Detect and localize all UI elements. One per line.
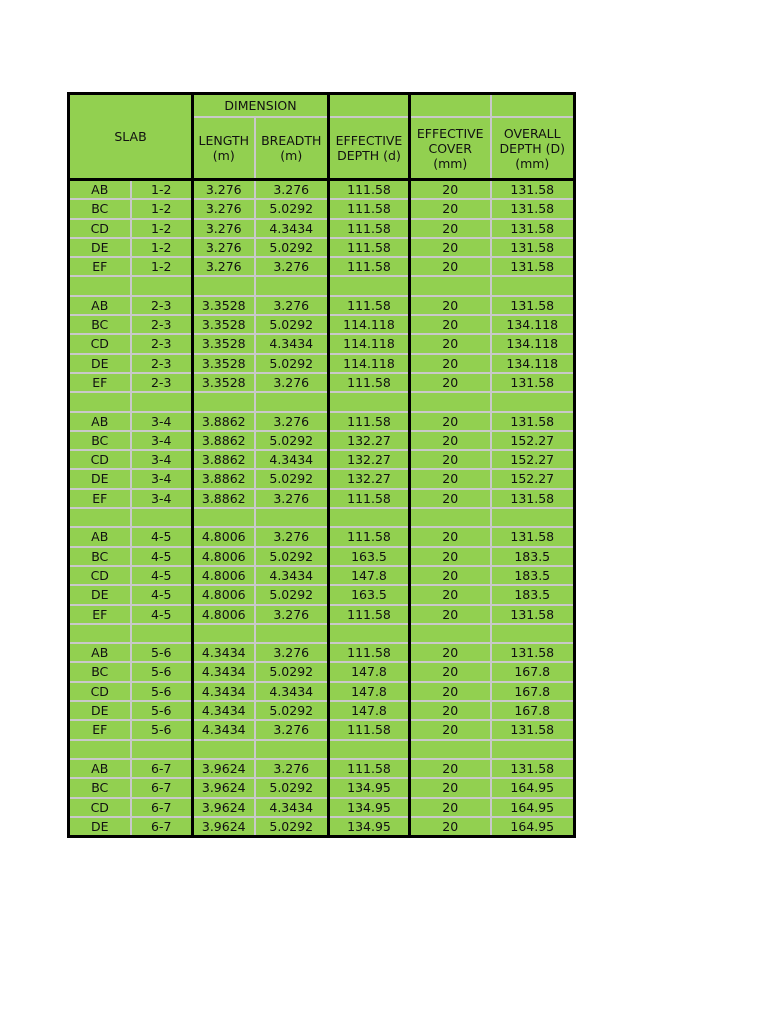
slab-id-cell: DE <box>69 817 131 837</box>
table-body <box>69 180 575 837</box>
table-row <box>69 199 575 218</box>
length-header: LENGTH (m) <box>193 117 255 180</box>
table-row <box>69 701 575 720</box>
overall-depth-cell: 131.58 <box>491 759 575 778</box>
overall-depth-cell: 131.58 <box>491 219 575 238</box>
overall-depth-cell: 131.58 <box>491 238 575 257</box>
length-cell: 3.3528 <box>193 354 255 373</box>
slab-id-cell: CD <box>69 334 131 353</box>
separator-row <box>69 740 575 759</box>
effective-depth-cell: 114.118 <box>329 315 410 334</box>
span-cell: 4-5 <box>131 527 193 546</box>
span-cell: 6-7 <box>131 798 193 817</box>
table-row <box>69 682 575 701</box>
slab-id-cell: DE <box>69 701 131 720</box>
empty-cell <box>131 276 193 295</box>
table-row <box>69 373 575 392</box>
length-cell: 3.3528 <box>193 296 255 315</box>
effective-depth-cell: 111.58 <box>329 238 410 257</box>
empty-cell <box>491 624 575 643</box>
overall-depth-cell: 183.5 <box>491 585 575 604</box>
breadth-cell: 4.3434 <box>255 566 329 585</box>
length-cell: 4.8006 <box>193 585 255 604</box>
empty-cell <box>491 276 575 295</box>
table-row <box>69 238 575 257</box>
empty-cell <box>193 508 255 527</box>
span-cell: 2-3 <box>131 354 193 373</box>
length-cell: 4.8006 <box>193 605 255 624</box>
slab-id-cell: EF <box>69 489 131 508</box>
breadth-cell: 5.0292 <box>255 662 329 681</box>
table-row <box>69 778 575 797</box>
effective-cover-cell: 20 <box>410 547 491 566</box>
effective-depth-cell: 111.58 <box>329 257 410 276</box>
table-row <box>69 489 575 508</box>
empty-cell <box>255 740 329 759</box>
length-cell: 4.3434 <box>193 662 255 681</box>
overall-depth-cell: 131.58 <box>491 180 575 200</box>
span-cell: 1-2 <box>131 219 193 238</box>
empty-cell <box>410 508 491 527</box>
length-cell: 3.276 <box>193 180 255 200</box>
effective-cover-cell: 20 <box>410 605 491 624</box>
effective-depth-cell: 111.58 <box>329 489 410 508</box>
table-row <box>69 759 575 778</box>
slab-dimension-table <box>67 92 576 838</box>
overall-depth-cell: 131.58 <box>491 373 575 392</box>
span-cell: 3-4 <box>131 450 193 469</box>
breadth-cell: 5.0292 <box>255 354 329 373</box>
effective-depth-cell: 111.58 <box>329 180 410 200</box>
effective-depth-cell: 111.58 <box>329 527 410 546</box>
effective-depth-cell: 114.118 <box>329 354 410 373</box>
overall-depth-cell: 167.8 <box>491 662 575 681</box>
effective-cover-cell: 20 <box>410 469 491 488</box>
breadth-cell: 5.0292 <box>255 315 329 334</box>
slab-id-cell: EF <box>69 373 131 392</box>
span-cell: 1-2 <box>131 257 193 276</box>
overall-depth-cell: 152.27 <box>491 450 575 469</box>
header-row-1 <box>69 94 575 118</box>
effective-cover-cell: 20 <box>410 643 491 662</box>
length-cell: 4.3434 <box>193 701 255 720</box>
empty-cell <box>329 624 410 643</box>
slab-id-cell: AB <box>69 180 131 200</box>
slab-id-cell: DE <box>69 585 131 604</box>
effective-depth-cell: 111.58 <box>329 296 410 315</box>
table-row <box>69 720 575 739</box>
empty-cell <box>410 276 491 295</box>
breadth-cell: 5.0292 <box>255 238 329 257</box>
breadth-cell: 4.3434 <box>255 798 329 817</box>
table-row <box>69 180 575 200</box>
length-cell: 3.8862 <box>193 489 255 508</box>
empty-cell <box>491 740 575 759</box>
separator-row <box>69 508 575 527</box>
span-cell: 5-6 <box>131 643 193 662</box>
breadth-cell: 4.3434 <box>255 682 329 701</box>
empty-cell <box>329 392 410 411</box>
effective-depth-cell: 111.58 <box>329 373 410 392</box>
slab-id-cell: CD <box>69 219 131 238</box>
breadth-cell: 3.276 <box>255 527 329 546</box>
empty-cell <box>410 392 491 411</box>
breadth-cell: 3.276 <box>255 759 329 778</box>
overall-depth-cell: 164.95 <box>491 817 575 837</box>
overall-depth-cell: 134.118 <box>491 334 575 353</box>
effective-depth-cell: 134.95 <box>329 798 410 817</box>
overall-depth-cell: 164.95 <box>491 798 575 817</box>
effective-depth-cell: 147.8 <box>329 682 410 701</box>
slab-id-cell: EF <box>69 605 131 624</box>
overall-depth-cell: 131.58 <box>491 527 575 546</box>
breadth-cell: 5.0292 <box>255 778 329 797</box>
table-row <box>69 469 575 488</box>
slab-id-cell: AB <box>69 412 131 431</box>
table-row <box>69 527 575 546</box>
overall-depth-cell: 134.118 <box>491 315 575 334</box>
breadth-cell: 5.0292 <box>255 817 329 837</box>
length-cell: 3.276 <box>193 199 255 218</box>
effective-depth-cell: 111.58 <box>329 759 410 778</box>
slab-id-cell: DE <box>69 469 131 488</box>
effective-cover-cell: 20 <box>410 412 491 431</box>
empty-cell <box>491 508 575 527</box>
slab-id-cell: BC <box>69 431 131 450</box>
overall-depth-cell: 167.8 <box>491 682 575 701</box>
length-cell: 3.8862 <box>193 450 255 469</box>
empty-cell <box>69 740 131 759</box>
length-cell: 4.3434 <box>193 682 255 701</box>
length-cell: 3.9624 <box>193 778 255 797</box>
effective-cover-cell: 20 <box>410 662 491 681</box>
separator-row <box>69 392 575 411</box>
empty-cell <box>255 508 329 527</box>
slab-id-cell: EF <box>69 720 131 739</box>
empty-cell <box>69 392 131 411</box>
span-cell: 3-4 <box>131 489 193 508</box>
length-cell: 3.8862 <box>193 469 255 488</box>
empty-cell <box>255 392 329 411</box>
effective-depth-cell: 132.27 <box>329 450 410 469</box>
length-cell: 4.3434 <box>193 643 255 662</box>
breadth-cell: 5.0292 <box>255 469 329 488</box>
table-row <box>69 585 575 604</box>
empty-cell <box>131 624 193 643</box>
empty-cell <box>131 508 193 527</box>
length-cell: 3.3528 <box>193 373 255 392</box>
effective-depth-cell: 163.5 <box>329 585 410 604</box>
breadth-cell: 5.0292 <box>255 701 329 720</box>
empty-cell <box>193 392 255 411</box>
span-cell: 5-6 <box>131 682 193 701</box>
effective-depth-cell: 111.58 <box>329 605 410 624</box>
effective-cover-cell: 20 <box>410 798 491 817</box>
overall-depth-cell: 131.58 <box>491 605 575 624</box>
effective-cover-cell: 20 <box>410 527 491 546</box>
span-cell: 3-4 <box>131 469 193 488</box>
span-cell: 2-3 <box>131 315 193 334</box>
span-cell: 6-7 <box>131 759 193 778</box>
span-cell: 2-3 <box>131 373 193 392</box>
span-cell: 1-2 <box>131 238 193 257</box>
breadth-header: BREADTH (m) <box>255 117 329 180</box>
empty-cell <box>69 276 131 295</box>
slab-id-cell: AB <box>69 643 131 662</box>
effective-cover-cell: 20 <box>410 296 491 315</box>
span-cell: 4-5 <box>131 547 193 566</box>
overall-depth-cell: 134.118 <box>491 354 575 373</box>
breadth-cell: 5.0292 <box>255 547 329 566</box>
slab-id-cell: BC <box>69 778 131 797</box>
header-spacer <box>329 94 410 118</box>
effective-depth-cell: 111.58 <box>329 643 410 662</box>
empty-cell <box>410 740 491 759</box>
overall-depth-cell: 131.58 <box>491 412 575 431</box>
slab-id-cell: AB <box>69 759 131 778</box>
slab-id-cell: AB <box>69 296 131 315</box>
empty-cell <box>131 392 193 411</box>
span-cell: 5-6 <box>131 701 193 720</box>
effective-cover-cell: 20 <box>410 238 491 257</box>
length-cell: 3.3528 <box>193 315 255 334</box>
slab-id-cell: BC <box>69 199 131 218</box>
length-cell: 3.276 <box>193 257 255 276</box>
empty-cell <box>193 276 255 295</box>
empty-cell <box>329 276 410 295</box>
effective-cover-cell: 20 <box>410 720 491 739</box>
span-cell: 3-4 <box>131 431 193 450</box>
breadth-cell: 3.276 <box>255 605 329 624</box>
effective-depth-header: EFFECTIVE DEPTH (d) <box>329 117 410 180</box>
table-row <box>69 605 575 624</box>
dimension-header: DIMENSION <box>193 94 329 118</box>
overall-depth-cell: 183.5 <box>491 547 575 566</box>
length-cell: 4.8006 <box>193 527 255 546</box>
effective-depth-cell: 134.95 <box>329 778 410 797</box>
span-cell: 5-6 <box>131 662 193 681</box>
effective-depth-cell: 111.58 <box>329 199 410 218</box>
table-row <box>69 219 575 238</box>
effective-depth-cell: 111.58 <box>329 720 410 739</box>
effective-cover-cell: 20 <box>410 257 491 276</box>
length-cell: 4.8006 <box>193 566 255 585</box>
effective-cover-cell: 20 <box>410 180 491 200</box>
slab-id-cell: CD <box>69 682 131 701</box>
table-row <box>69 566 575 585</box>
span-cell: 6-7 <box>131 778 193 797</box>
table-row <box>69 334 575 353</box>
table-row <box>69 257 575 276</box>
slab-header: SLAB <box>69 94 193 180</box>
overall-depth-cell: 152.27 <box>491 469 575 488</box>
effective-cover-cell: 20 <box>410 778 491 797</box>
effective-depth-cell: 163.5 <box>329 547 410 566</box>
table-row <box>69 296 575 315</box>
effective-cover-cell: 20 <box>410 354 491 373</box>
effective-cover-cell: 20 <box>410 701 491 720</box>
span-cell: 4-5 <box>131 566 193 585</box>
length-cell: 4.3434 <box>193 720 255 739</box>
overall-depth-cell: 131.58 <box>491 199 575 218</box>
empty-cell <box>69 624 131 643</box>
effective-cover-cell: 20 <box>410 219 491 238</box>
length-cell: 3.9624 <box>193 817 255 837</box>
effective-cover-cell: 20 <box>410 334 491 353</box>
table-row <box>69 798 575 817</box>
effective-cover-cell: 20 <box>410 585 491 604</box>
overall-depth-cell: 183.5 <box>491 566 575 585</box>
length-cell: 3.3528 <box>193 334 255 353</box>
separator-row <box>69 276 575 295</box>
table-row <box>69 315 575 334</box>
header-spacer <box>491 94 575 118</box>
table-row <box>69 412 575 431</box>
effective-depth-cell: 132.27 <box>329 469 410 488</box>
breadth-cell: 5.0292 <box>255 199 329 218</box>
breadth-cell: 3.276 <box>255 257 329 276</box>
effective-depth-cell: 114.118 <box>329 334 410 353</box>
breadth-cell: 3.276 <box>255 373 329 392</box>
span-cell: 4-5 <box>131 585 193 604</box>
empty-cell <box>255 624 329 643</box>
empty-cell <box>69 508 131 527</box>
table-row <box>69 643 575 662</box>
breadth-cell: 4.3434 <box>255 219 329 238</box>
slab-id-cell: CD <box>69 566 131 585</box>
span-cell: 2-3 <box>131 334 193 353</box>
slab-id-cell: CD <box>69 450 131 469</box>
table-row <box>69 662 575 681</box>
empty-cell <box>491 392 575 411</box>
effective-cover-cell: 20 <box>410 489 491 508</box>
empty-cell <box>329 508 410 527</box>
breadth-cell: 3.276 <box>255 720 329 739</box>
empty-cell <box>193 740 255 759</box>
span-cell: 1-2 <box>131 180 193 200</box>
effective-depth-cell: 132.27 <box>329 431 410 450</box>
slab-id-cell: BC <box>69 547 131 566</box>
empty-cell <box>193 624 255 643</box>
effective-depth-cell: 111.58 <box>329 219 410 238</box>
breadth-cell: 3.276 <box>255 489 329 508</box>
table-row <box>69 354 575 373</box>
slab-id-cell: CD <box>69 798 131 817</box>
overall-depth-cell: 131.58 <box>491 257 575 276</box>
overall-depth-cell: 131.58 <box>491 643 575 662</box>
effective-depth-cell: 147.8 <box>329 662 410 681</box>
breadth-cell: 5.0292 <box>255 585 329 604</box>
empty-cell <box>131 740 193 759</box>
empty-cell <box>410 624 491 643</box>
table-row <box>69 547 575 566</box>
effective-cover-cell: 20 <box>410 199 491 218</box>
table-row <box>69 431 575 450</box>
empty-cell <box>255 276 329 295</box>
slab-id-cell: BC <box>69 662 131 681</box>
effective-cover-cell: 20 <box>410 566 491 585</box>
span-cell: 3-4 <box>131 412 193 431</box>
table-row <box>69 450 575 469</box>
breadth-cell: 3.276 <box>255 180 329 200</box>
span-cell: 6-7 <box>131 817 193 837</box>
overall-depth-cell: 131.58 <box>491 489 575 508</box>
effective-cover-header: EFFECTIVE COVER (mm) <box>410 117 491 180</box>
breadth-cell: 3.276 <box>255 296 329 315</box>
breadth-cell: 4.3434 <box>255 334 329 353</box>
slab-id-cell: DE <box>69 238 131 257</box>
effective-depth-cell: 147.8 <box>329 566 410 585</box>
overall-depth-cell: 164.95 <box>491 778 575 797</box>
span-cell: 4-5 <box>131 605 193 624</box>
slab-id-cell: AB <box>69 527 131 546</box>
effective-cover-cell: 20 <box>410 373 491 392</box>
span-cell: 2-3 <box>131 296 193 315</box>
effective-cover-cell: 20 <box>410 759 491 778</box>
effective-cover-cell: 20 <box>410 315 491 334</box>
length-cell: 3.276 <box>193 238 255 257</box>
effective-depth-cell: 134.95 <box>329 817 410 837</box>
overall-depth-cell: 131.58 <box>491 296 575 315</box>
separator-row <box>69 624 575 643</box>
breadth-cell: 4.3434 <box>255 450 329 469</box>
effective-cover-cell: 20 <box>410 817 491 837</box>
overall-depth-cell: 152.27 <box>491 431 575 450</box>
length-cell: 3.8862 <box>193 412 255 431</box>
length-cell: 3.9624 <box>193 759 255 778</box>
effective-cover-cell: 20 <box>410 431 491 450</box>
span-cell: 5-6 <box>131 720 193 739</box>
slab-id-cell: DE <box>69 354 131 373</box>
effective-cover-cell: 20 <box>410 682 491 701</box>
effective-depth-cell: 147.8 <box>329 701 410 720</box>
span-cell: 1-2 <box>131 199 193 218</box>
length-cell: 3.276 <box>193 219 255 238</box>
breadth-cell: 5.0292 <box>255 431 329 450</box>
breadth-cell: 3.276 <box>255 412 329 431</box>
overall-depth-header: OVERALL DEPTH (D) (mm) <box>491 117 575 180</box>
effective-depth-cell: 111.58 <box>329 412 410 431</box>
effective-cover-cell: 20 <box>410 450 491 469</box>
length-cell: 4.8006 <box>193 547 255 566</box>
table-row <box>69 817 575 837</box>
length-cell: 3.9624 <box>193 798 255 817</box>
breadth-cell: 3.276 <box>255 643 329 662</box>
slab-id-cell: BC <box>69 315 131 334</box>
length-cell: 3.8862 <box>193 431 255 450</box>
slab-id-cell: EF <box>69 257 131 276</box>
header-spacer <box>410 94 491 118</box>
empty-cell <box>329 740 410 759</box>
overall-depth-cell: 131.58 <box>491 720 575 739</box>
overall-depth-cell: 167.8 <box>491 701 575 720</box>
